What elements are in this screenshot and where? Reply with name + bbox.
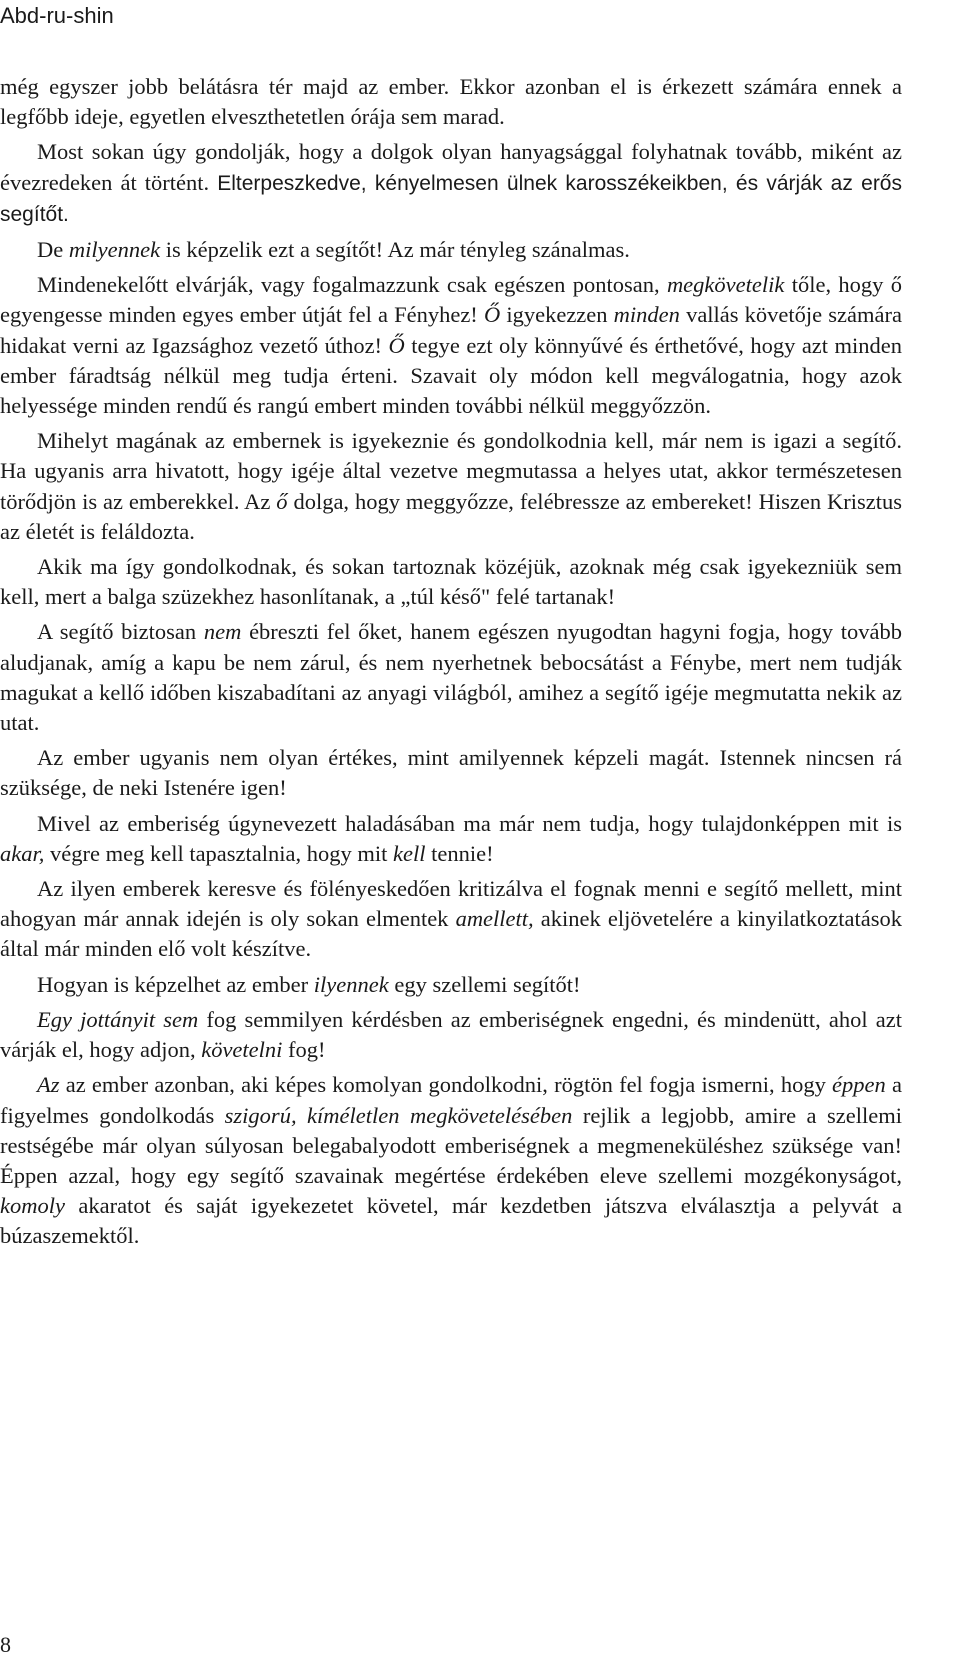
paragraph bbox=[0, 552, 902, 612]
text-segment: igyekezzen bbox=[500, 302, 614, 328]
text-segment: fog! bbox=[282, 1037, 326, 1063]
text-segment: Mivel az emberiség úgynevezett haladásában ma már nem tudja, hogy tulajdonképpen mit is bbox=[37, 810, 902, 836]
emphasis-text: követelni bbox=[201, 1037, 283, 1063]
paragraph bbox=[0, 617, 902, 738]
text-segment: akinek eljövetelére a kinyilatkoztatások által már minden elő volt készítve. bbox=[0, 906, 902, 962]
text-segment: tegye ezt oly könnyűvé és érthetővé, hogy azt minden ember fáradtság nélkül meg tudja érteni. Szavait oly módon kell megválogatnia, hogy azok helyessége minden rendű és rangú embert minden további nélkül meggyőzzön. bbox=[0, 332, 902, 419]
emphasis-text: milyennek bbox=[68, 237, 161, 263]
emphasis-text: komoly bbox=[0, 1193, 65, 1219]
emphasis-text: Egy jottányit sem bbox=[37, 1006, 199, 1032]
emphasis-text: megkövetelik bbox=[666, 272, 785, 298]
emphasis-text: Ő bbox=[483, 302, 501, 328]
paragraph bbox=[0, 426, 902, 547]
text-segment: tennie! bbox=[425, 840, 494, 866]
emphasis-text: kell bbox=[393, 840, 426, 866]
paragraph bbox=[0, 874, 902, 965]
emphasis-text: ő bbox=[276, 488, 288, 514]
emphasis-text: Az bbox=[37, 1072, 60, 1098]
text-segment: rejlik a legjobb, amire a szellemi restségébe már olyan súlyosan belegabalyodott emberiségnek a megmeneküléshez szüksége van! Éppen azzal, hogy egy segítő szavainak megértése érdekében eleve szellemi mozgékonyságot, bbox=[0, 1102, 902, 1188]
emphasis-text: minden bbox=[613, 302, 680, 328]
text-segment: Mindenekelőtt elvárják, vagy fogalmazzunk csak egészen pontosan, bbox=[37, 272, 667, 298]
text-segment: az ember azonban, aki képes komolyan gondolkodni, rögtön fel fogja ismerni, hogy bbox=[59, 1072, 833, 1098]
text-segment: tőle, hogy ő egyengesse minden egyes ember útját fel a Fényhez! bbox=[0, 272, 903, 328]
text-segment: végre meg kell tapasztalnia, hogy mit bbox=[44, 840, 394, 866]
paragraph bbox=[0, 235, 902, 265]
text-segment: Az ilyen emberek keresve és fölényeskedően kritizálva el fognak menni e segítő mellett, mint ahogyan már annak idején is oly sokan elmentek bbox=[0, 876, 902, 932]
text-segment: a figyelmes gondolkodás bbox=[0, 1072, 902, 1128]
text-segment: vallás követője számára hidakat verni az Igazsághoz vezető úthoz! bbox=[0, 302, 902, 358]
body-text bbox=[0, 72, 902, 1257]
paragraph bbox=[0, 72, 902, 132]
paragraph bbox=[0, 1005, 902, 1065]
emphasis-text: Ő bbox=[388, 332, 405, 358]
emphasis-text: éppen bbox=[832, 1072, 886, 1098]
text-segment: dolga, hogy meggyőzze, felébressze az embereket! Hiszen Krisztus az életét is feláldozta. bbox=[0, 488, 902, 544]
text-segment: is képzelik ezt a segítőt! Az már tényleg szánalmas. bbox=[160, 237, 630, 263]
text-segment: ébreszti fel őket, hanem egészen nyugodtan hagyni fogja, hogy tovább aludjanak, amíg a kapu be nem zárul, és nem nyerhetnek bebocsátást a Fénybe, mert nem tudják magukat a kellő időben kiszabadítani az anyagi világból, amihez a segítő igéje megmutatta nekik az utat. bbox=[0, 619, 902, 736]
paragraph bbox=[0, 1070, 902, 1251]
paragraph bbox=[0, 970, 902, 1000]
paragraph bbox=[0, 137, 902, 230]
paragraph bbox=[0, 809, 902, 869]
emphasis-text: nem bbox=[203, 619, 242, 645]
emphasis-text: ilyennek bbox=[313, 971, 389, 997]
emphasis-text: akar, bbox=[0, 840, 45, 866]
text-segment: De bbox=[37, 237, 69, 263]
text-segment: Mihelyt magának az embernek is igyekeznie és gondolkodnia kell, már nem is igazi a segítő. Ha ugyanis arra hivatott, hogy igéje által vezetve megmutassa a helyes utat, akkor természetesen törődjön is az emberekkel. Az bbox=[0, 428, 902, 514]
text-segment: Az ember ugyanis nem olyan értékes, mint amilyennek képzeli magát. Istennek nincsen rá szüksége, de neki Istenére igen! bbox=[0, 745, 902, 801]
text-segment: Hogyan is képzelhet az ember bbox=[37, 971, 314, 997]
text-segment: A segítő biztosan bbox=[37, 619, 204, 645]
text-segment: még egyszer jobb belátásra tér majd az ember. Ekkor azonban el is érkezett számára ennek a legfőbb ideje, egyetlen elveszthetetlen órája sem marad. bbox=[0, 74, 902, 130]
paragraph bbox=[0, 743, 902, 803]
text-segment: Most sokan úgy gondolják, hogy a dolgok olyan hanyagsággal folyhatnak tovább, miként az évezredeken át történt. bbox=[0, 139, 902, 195]
text-segment: egy szellemi segítőt! bbox=[388, 971, 581, 997]
text-segment: Akik ma így gondolkodnak, és sokan tartoznak közéjük, azoknak még csak igyekezniük sem kell, mert a balga szüzekhez hasonlítanak, a „túl késő" felé tartanak! bbox=[0, 554, 902, 610]
emphasis-text: amellett, bbox=[455, 906, 534, 932]
page-number: 8 bbox=[0, 1632, 11, 1657]
text-segment: Elterpeszkedve, kényelmesen ülnek karosszékeikben, és várják az erős segítőt. bbox=[0, 171, 902, 226]
paragraph bbox=[0, 270, 902, 421]
text-segment: fog semmilyen kérdésben az emberiségnek engedni, és mindenütt, ahol azt várják el, hogy adjon, bbox=[0, 1006, 903, 1063]
emphasis-text: szigorú, kíméletlen megkövetelésében bbox=[224, 1102, 573, 1128]
running-header-author: Abd-ru-shin bbox=[0, 3, 114, 28]
text-segment: akaratot és saját igyekezetet követel, már kezdetben játszva elválasztja a pelyvát a búzaszemektől. bbox=[0, 1193, 902, 1249]
